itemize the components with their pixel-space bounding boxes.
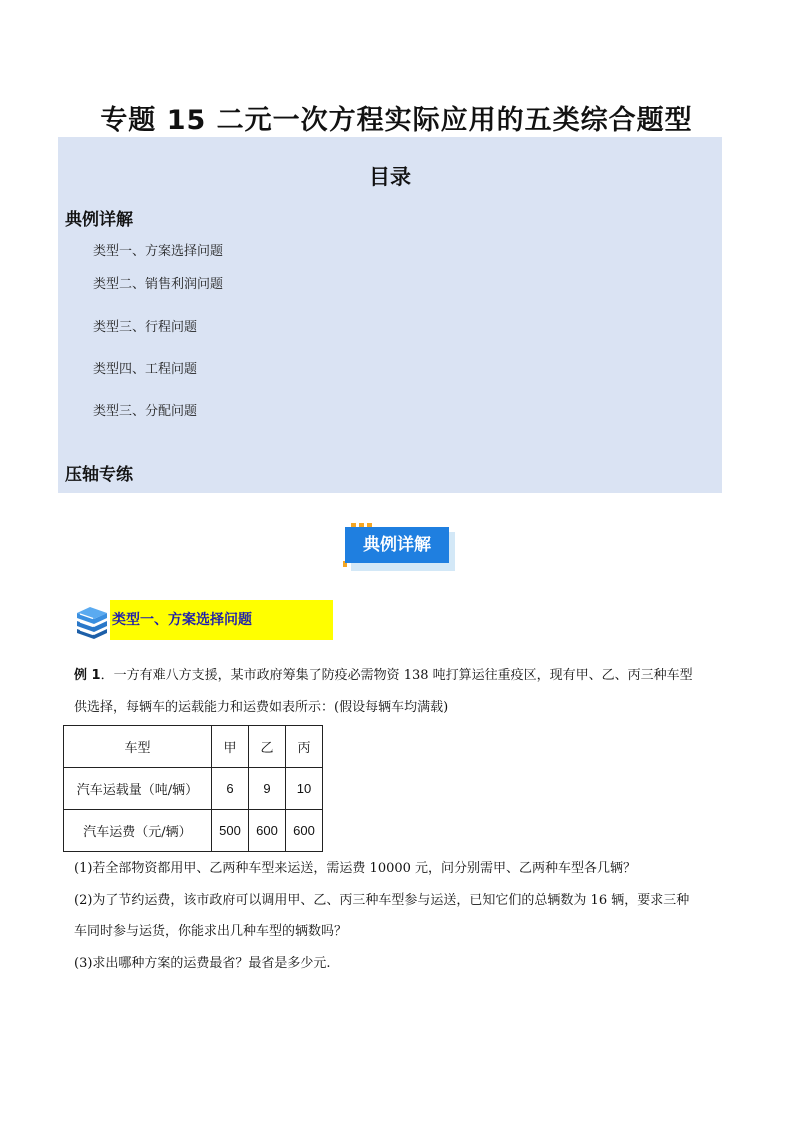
document-title: 专题 15 二元一次方程实际应用的五类综合题型 [100, 105, 693, 136]
example-paragraph [74, 660, 722, 724]
vehicle-table [63, 725, 323, 852]
table-row [64, 810, 323, 852]
toc-heading: 目录 [369, 165, 411, 189]
table-row [64, 768, 323, 810]
table-cell: 车型 [64, 726, 212, 768]
section-badge [343, 523, 455, 571]
toc-section-examples[interactable]: 典例详解 [65, 210, 133, 230]
toc-item-2[interactable]: 类型二、销售利润问题 [93, 277, 224, 292]
toc-item-5[interactable]: 类型三、分配问题 [93, 404, 198, 419]
table-of-contents [58, 137, 722, 493]
table-cell: 600 [249, 810, 286, 852]
table-cell: 乙 [249, 726, 286, 768]
question-2-line-1: (2)为了节约运费，该市政府可以调用甲、乙、丙三种车型参与运送，已知它们的总辆数为 16 辆，要求三种 [74, 893, 690, 908]
table-cell: 甲 [212, 726, 249, 768]
table-header-row [64, 726, 323, 768]
badge-label: 典例详解 [345, 527, 449, 563]
example-line-2: 供选择，每辆车的运载能力和运费如表所示：(假设每辆车均满载) [74, 700, 449, 715]
table-cell: 6 [212, 768, 249, 810]
type-label: 类型一、方案选择问题 [110, 600, 333, 640]
table-cell: 10 [286, 768, 323, 810]
example-line-1: ．一方有难八方支援，某市政府筹集了防疫必需物资 138 吨打算运往重疫区，现有甲、乙、丙三种车型 [100, 668, 693, 683]
books-icon [74, 603, 110, 639]
question-3: (3)求出哪种方案的运费最省？最省是多少元. [74, 956, 331, 971]
toc-item-4[interactable]: 类型四、工程问题 [93, 362, 198, 377]
toc-section-practice[interactable]: 压轴专练 [65, 465, 133, 485]
table-cell: 9 [249, 768, 286, 810]
example-label: 例 1 [74, 668, 101, 683]
table-cell: 600 [286, 810, 323, 852]
toc-item-3[interactable]: 类型三、行程问题 [93, 320, 198, 335]
toc-item-1[interactable]: 类型一、方案选择问题 [93, 244, 224, 259]
table-cell: 汽车运费（元/辆） [64, 810, 212, 852]
question-1: (1)若全部物资都用甲、乙两种车型来运送，需运费 10000 元，问分别需甲、乙两种车型各几辆？ [74, 861, 637, 876]
question-2-line-2: 车同时参与运货，你能求出几种车型的辆数吗？ [74, 924, 348, 939]
table-cell: 汽车运载量（吨/辆） [64, 768, 212, 810]
table-cell: 500 [212, 810, 249, 852]
table-cell: 丙 [286, 726, 323, 768]
